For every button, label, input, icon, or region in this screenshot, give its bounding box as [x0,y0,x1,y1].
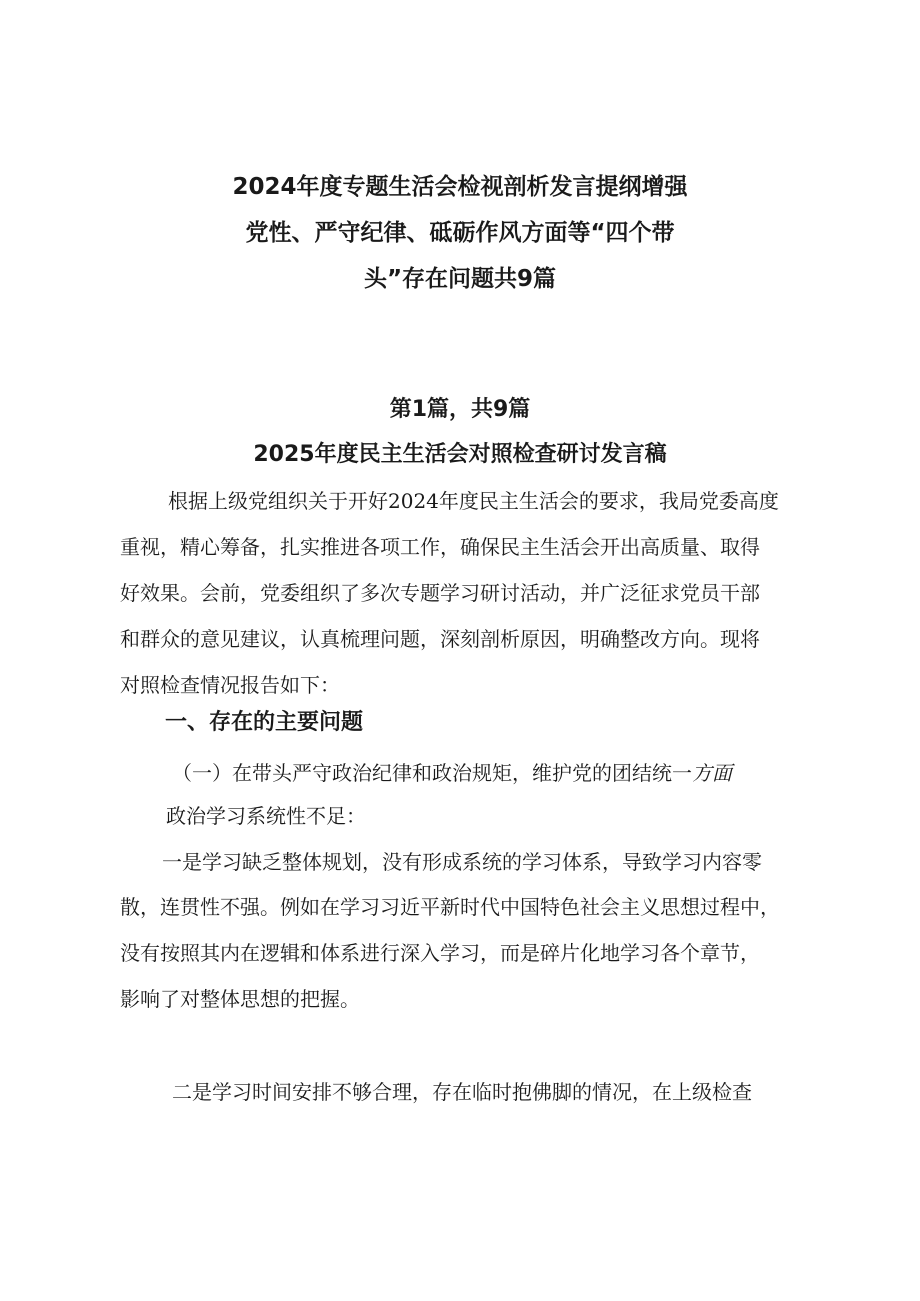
intro-line-4: 和群众的意见建议，认真梳理问题，深刻剖析原因，明确整改方向。现将 [120,627,760,651]
point1-line-4: 影响了对整体思想的把握。 [120,987,360,1011]
sub-heading-text: （一）在带头严守政治纪律和政治规矩，维护党的团结统一 [172,761,692,785]
intro-line-5: 对照检查情况报告如下： [120,673,340,697]
sub-heading [172,757,732,786]
sub-heading-italic-text: 方面 [692,761,732,785]
document-title-line-1: 2024年度专题生活会检视剖析发言提纲增强 [232,174,688,200]
document-title-line-2: 党性、严守纪律、砥砺作风方面等“四个带 [245,220,675,246]
intro-line-3: 好效果。会前，党委组织了多次专题学习研讨活动，并广泛征求党员干部 [120,581,760,605]
part-number: 第1篇，共9篇 [389,397,531,422]
point1-line-2: 散，连贯性不强。例如在学习习近平新时代中国特色社会主义思想过程中， [120,895,780,919]
issue-title: 政治学习系统性不足： [166,804,366,828]
speech-title: 2025年度民主生活会对照检查研讨发言稿 [253,442,667,467]
point1-line-3: 没有按照其内在逻辑和体系进行深入学习，而是碎片化地学习各个章节， [120,941,760,965]
intro-line-2: 重视，精心筹备，扎实推进各项工作，确保民主生活会开出高质量、取得 [120,535,760,559]
section-heading: 一、存在的主要问题 [165,710,364,735]
intro-line-1: 根据上级党组织关于开好2024年度民主生活会的要求，我局党委高度 [168,489,779,513]
point2-line-1: 二是学习时间安排不够合理，存在临时抱佛脚的情况，在上级检查 [172,1080,752,1104]
point1-line-1: 一是学习缺乏整体规划，没有形成系统的学习体系，导致学习内容零 [162,850,762,874]
document-title-line-3: 头”存在问题共9篇 [363,266,557,292]
